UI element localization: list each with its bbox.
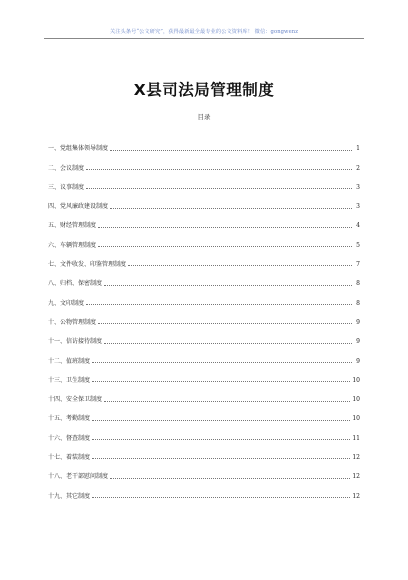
toc-entry[interactable] — [48, 326, 360, 345]
toc-entry[interactable] — [48, 152, 360, 171]
toc-leader-dots — [110, 150, 352, 151]
page-title: X县司法局管理制度 — [133, 81, 275, 99]
toc-entry-page-number: 8 — [356, 280, 360, 288]
toc-leader-dots — [98, 227, 352, 228]
toc-leader-dots — [92, 420, 350, 421]
toc-entry-page-number: 5 — [356, 241, 360, 249]
toc-entry[interactable] — [48, 287, 360, 306]
toc-entry-label: 八、归档、保密制度 — [48, 280, 103, 288]
toc-leader-dots — [110, 208, 352, 209]
toc-entry-page-number: 1 — [356, 145, 360, 153]
toc-entry[interactable] — [48, 133, 360, 152]
toc-entry-page-number: 10 — [352, 396, 360, 404]
toc-entry-label: 二、会议制度 — [48, 164, 85, 172]
toc-entry-label: 六、车辆管理制度 — [48, 241, 97, 249]
toc-entry-label: 一、党组集体领导制度 — [48, 145, 109, 153]
toc-entry-label: 十六、督查制度 — [48, 434, 91, 442]
toc-leader-dots — [92, 381, 350, 382]
toc-entry[interactable] — [48, 461, 360, 480]
toc-entry-label: 四、党风廉政建设制度 — [48, 203, 109, 211]
toc-entry-page-number: 3 — [356, 203, 360, 211]
toc-entry-label: 三、议事制度 — [48, 183, 85, 191]
toc-leader-dots — [104, 343, 352, 344]
toc-entry-page-number: 11 — [352, 434, 360, 442]
header-divider — [44, 38, 364, 39]
toc-leader-dots — [92, 362, 352, 363]
toc-leader-dots — [98, 246, 352, 247]
toc-entry-label: 十七、着装制度 — [48, 454, 91, 462]
header-note: 关注头条号“公文研究”，获得最新最全最专业的公文资料库！ 微信：gongwenz — [109, 29, 299, 35]
toc-entry-label: 五、财经管理制度 — [48, 222, 97, 230]
toc-entry-page-number: 3 — [356, 183, 360, 191]
toc-entry-label: 十一、信访接待制度 — [48, 338, 103, 346]
toc-entry-label: 十五、考勤制度 — [48, 415, 91, 423]
table-of-contents — [48, 133, 360, 500]
toc-entry-label: 十二、值班制度 — [48, 357, 91, 365]
toc-entry-label: 九、文印制度 — [48, 299, 85, 307]
toc-entry-page-number: 4 — [356, 222, 360, 230]
toc-entry-page-number: 8 — [356, 299, 360, 307]
toc-entry-page-number: 9 — [356, 338, 360, 346]
toc-entry-label: 七、文件收发、印鉴管理制度 — [48, 261, 127, 269]
toc-entry[interactable] — [48, 249, 360, 268]
toc-entry-page-number: 2 — [356, 164, 360, 172]
toc-entry-page-number: 12 — [352, 454, 360, 462]
toc-entry-page-number: 10 — [352, 376, 360, 384]
toc-entry[interactable] — [48, 403, 360, 422]
toc-leader-dots — [86, 188, 352, 189]
toc-entry-page-number: 12 — [352, 473, 360, 481]
toc-leader-dots — [92, 497, 350, 498]
toc-entry[interactable] — [48, 210, 360, 229]
toc-leader-dots — [128, 265, 352, 266]
toc-leader-dots — [92, 439, 350, 440]
toc-entry[interactable] — [48, 191, 360, 210]
toc-entry-label: 十八、老干部慰问制度 — [48, 473, 109, 481]
toc-entry-page-number: 9 — [356, 318, 360, 326]
toc-entry-page-number: 10 — [352, 415, 360, 423]
toc-entry-page-number: 7 — [356, 261, 360, 269]
toc-leader-dots — [104, 285, 352, 286]
toc-entry-label: 十四、安全保卫制度 — [48, 396, 103, 404]
toc-leader-dots — [92, 458, 350, 459]
toc-leader-dots — [104, 401, 350, 402]
toc-entry[interactable] — [48, 480, 360, 499]
toc-entry[interactable] — [48, 172, 360, 191]
toc-leader-dots — [86, 169, 352, 170]
toc-entry-page-number: 12 — [352, 492, 360, 500]
toc-entry-label: 十三、卫生制度 — [48, 376, 91, 384]
toc-entry[interactable] — [48, 365, 360, 384]
toc-entry-label: 十、公物管理制度 — [48, 318, 97, 326]
toc-entry[interactable] — [48, 229, 360, 248]
toc-leader-dots — [86, 304, 352, 305]
toc-entry-label: 十九、其它制度 — [48, 492, 91, 500]
toc-leader-dots — [98, 323, 352, 324]
toc-entry[interactable] — [48, 384, 360, 403]
toc-entry[interactable] — [48, 307, 360, 326]
toc-entry[interactable] — [48, 442, 360, 461]
toc-entry[interactable] — [48, 422, 360, 441]
toc-entry[interactable] — [48, 345, 360, 364]
toc-leader-dots — [110, 478, 350, 479]
toc-entry[interactable] — [48, 268, 360, 287]
toc-entry-page-number: 9 — [356, 357, 360, 365]
toc-heading: 目录 — [197, 113, 211, 121]
